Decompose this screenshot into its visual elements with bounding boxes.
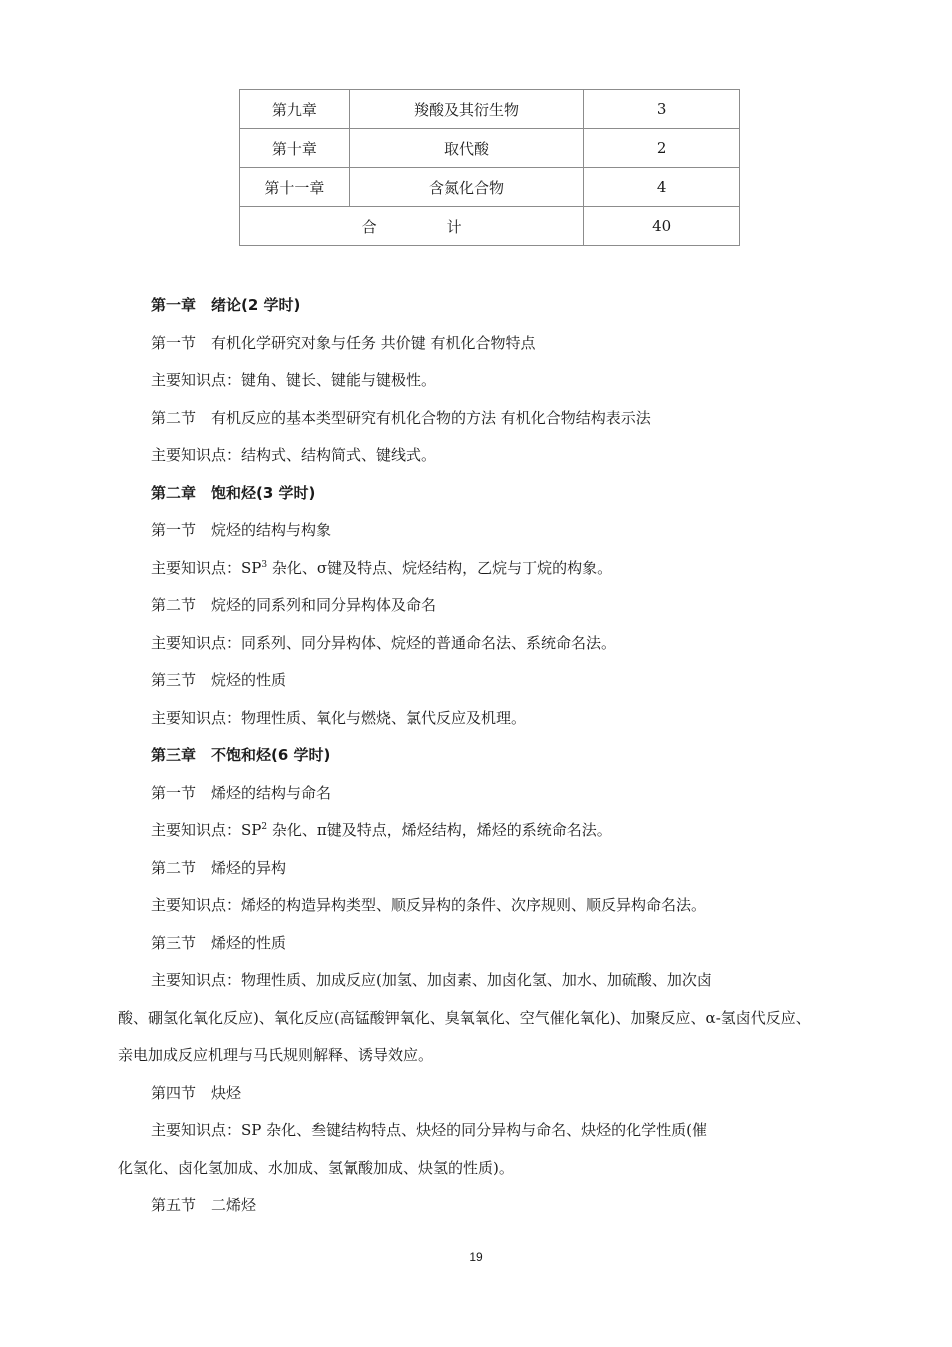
knowledge-text: 主要知识点：SP [151,558,262,577]
knowledge-points: 主要知识点：同系列、同分异构体、烷烃的普通命名法、系统命名法。 [151,633,617,652]
total-label-b: 计 [446,217,462,236]
superscript: 3 [261,559,268,570]
table-cell-chapter: 第十章 [240,129,350,168]
chapter-heading: 第二章 饱和烃(3 学时) [151,483,316,502]
table-cell-hours: 4 [584,168,740,207]
table-cell-hours: 3 [584,90,740,129]
table-cell-chapter: 第十一章 [240,168,350,207]
knowledge-points [118,1112,868,1187]
table-row [240,90,740,129]
section-title: 第三节 烷烃的性质 [151,671,287,689]
page-number: 19 [469,1250,483,1264]
knowledge-text: 杂化、π键及特点，烯烃结构，烯烃的系统命名法。 [267,821,612,839]
table-row [240,129,740,168]
section-title: 第四节 炔烃 [151,1083,242,1102]
knowledge-line: 主要知识点：物理性质、加成反应(加氢、加卤素、加卤化氢、加水、加硫酸、加次卤 [151,971,712,989]
section-title: 第五节 二烯烃 [151,1196,257,1214]
total-label-a: 合 [361,217,377,236]
knowledge-line: 化氢化、卤化氢加成、水加成、氢氰酸加成、炔氢的性质)。 [118,1158,514,1177]
knowledge-points: 主要知识点：键角、键长、键能与键极性。 [151,371,437,389]
table-row [240,168,740,207]
table-total-hours: 40 [584,207,740,246]
section-title: 第一节 烷烃的结构与构象 [151,521,332,539]
table-total-row [240,207,740,246]
chapter-heading: 第一章 绪论(2 学时) [151,296,301,314]
table-cell-title: 羧酸及其衍生物 [349,90,584,129]
table-cell-hours: 2 [584,129,740,168]
knowledge-text: 主要知识点：SP [151,821,262,839]
table-cell-chapter: 第九章 [240,90,350,129]
table-cell-title: 含氮化合物 [349,168,584,207]
syllabus-content [118,287,868,1225]
chapter-heading: 第三章 不饱和烃(6 学时) [151,746,331,764]
superscript: 2 [261,822,268,832]
knowledge-line: 亲电加成反应机理与马氏规则解释、诱导效应。 [118,1046,434,1064]
table-cell-title: 取代酸 [349,129,584,168]
section-title: 第三节 烯烃的性质 [151,933,287,952]
knowledge-line: 主要知识点：SP 杂化、叁键结构特点、炔烃的同分异构与命名、炔烃的化学性质(催 [151,1121,707,1139]
section-title: 第二节 有机反应的基本类型研究有机化合物的方法 有机化合物结构表示法 [151,408,651,427]
section-title: 第一节 有机化学研究对象与任务 共价键 有机化合物特点 [151,333,536,352]
table-total-label [240,207,584,246]
knowledge-points [118,812,868,850]
knowledge-points: 主要知识点：结构式、结构简式、键线式。 [151,446,437,464]
section-title: 第二节 烷烃的同系列和同分异构体及命名 [151,596,437,614]
knowledge-points: 主要知识点：烯烃的构造异构类型、顺反异构的条件、次序规则、顺反异构命名法。 [151,896,707,914]
knowledge-points: 主要知识点：物理性质、氧化与燃烧、氯代反应及机理。 [151,708,527,727]
hours-table [239,89,740,246]
knowledge-points [118,550,868,588]
knowledge-points [118,962,868,1075]
knowledge-text: 杂化、σ键及特点、烷烃结构，乙烷与丁烷的构象。 [267,558,613,577]
knowledge-line: 酸、硼氢化氧化反应)、氧化反应(高锰酸钾氧化、臭氧氧化、空气催化氧化)、加聚反应、α-氢卤代反应、 [118,1008,811,1027]
section-title: 第二节 烯烃的异构 [151,858,287,877]
section-title: 第一节 烯烃的结构与命名 [151,783,332,802]
